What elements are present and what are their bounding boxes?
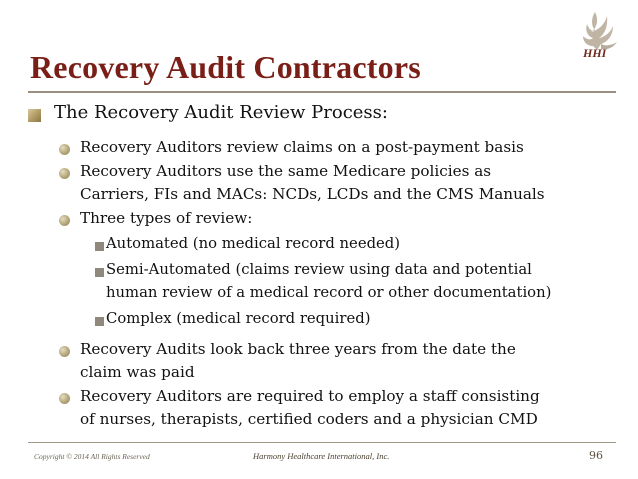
footer-divider: [28, 442, 616, 443]
bullet-item: Recovery Audits look back three years from the date the: [80, 340, 516, 358]
round-bullet-icon: [59, 393, 70, 404]
title-divider: [28, 91, 616, 93]
bullet-item-continuation: of nurses, therapists, certified coders and a physician CMD: [80, 410, 538, 428]
round-bullet-icon: [59, 215, 70, 226]
bullet-item-continuation: Carriers, FIs and MACs: NCDs, LCDs and the CMS Manuals: [80, 185, 545, 203]
small-square-bullet-icon: [95, 317, 104, 326]
bullet-item: Recovery Auditors review claims on a post-payment basis: [80, 138, 524, 156]
round-bullet-icon: [59, 346, 70, 357]
sub-bullet-item: Semi-Automated (claims review using data and potential: [106, 261, 532, 278]
sub-bullet-item: Complex (medical record required): [106, 310, 371, 327]
bullet-item: Recovery Auditors are required to employ a staff consisting: [80, 387, 540, 405]
level1-heading: The Recovery Audit Review Process:: [54, 102, 388, 123]
sub-bullet-item: Automated (no medical record needed): [106, 235, 401, 252]
footer-company: Harmony Healthcare International, Inc.: [253, 451, 390, 461]
slide-title: Recovery Audit Contractors: [30, 49, 421, 85]
footer-copyright: Copyright © 2014 All Rights Reserved: [34, 452, 150, 461]
small-square-bullet-icon: [95, 268, 104, 277]
sub-bullet-item-continuation: human review of a medical record or other documentation): [106, 284, 552, 301]
round-bullet-icon: [59, 168, 70, 179]
round-bullet-icon: [59, 144, 70, 155]
bullet-item: Recovery Auditors use the same Medicare policies as: [80, 162, 492, 180]
logo-text: HHI: [583, 46, 607, 60]
bullet-item: Three types of review:: [80, 209, 253, 227]
page-number: 96: [589, 449, 603, 462]
square-bullet-icon: [28, 109, 41, 122]
small-square-bullet-icon: [95, 242, 104, 251]
bullet-item-continuation: claim was paid: [80, 363, 195, 381]
